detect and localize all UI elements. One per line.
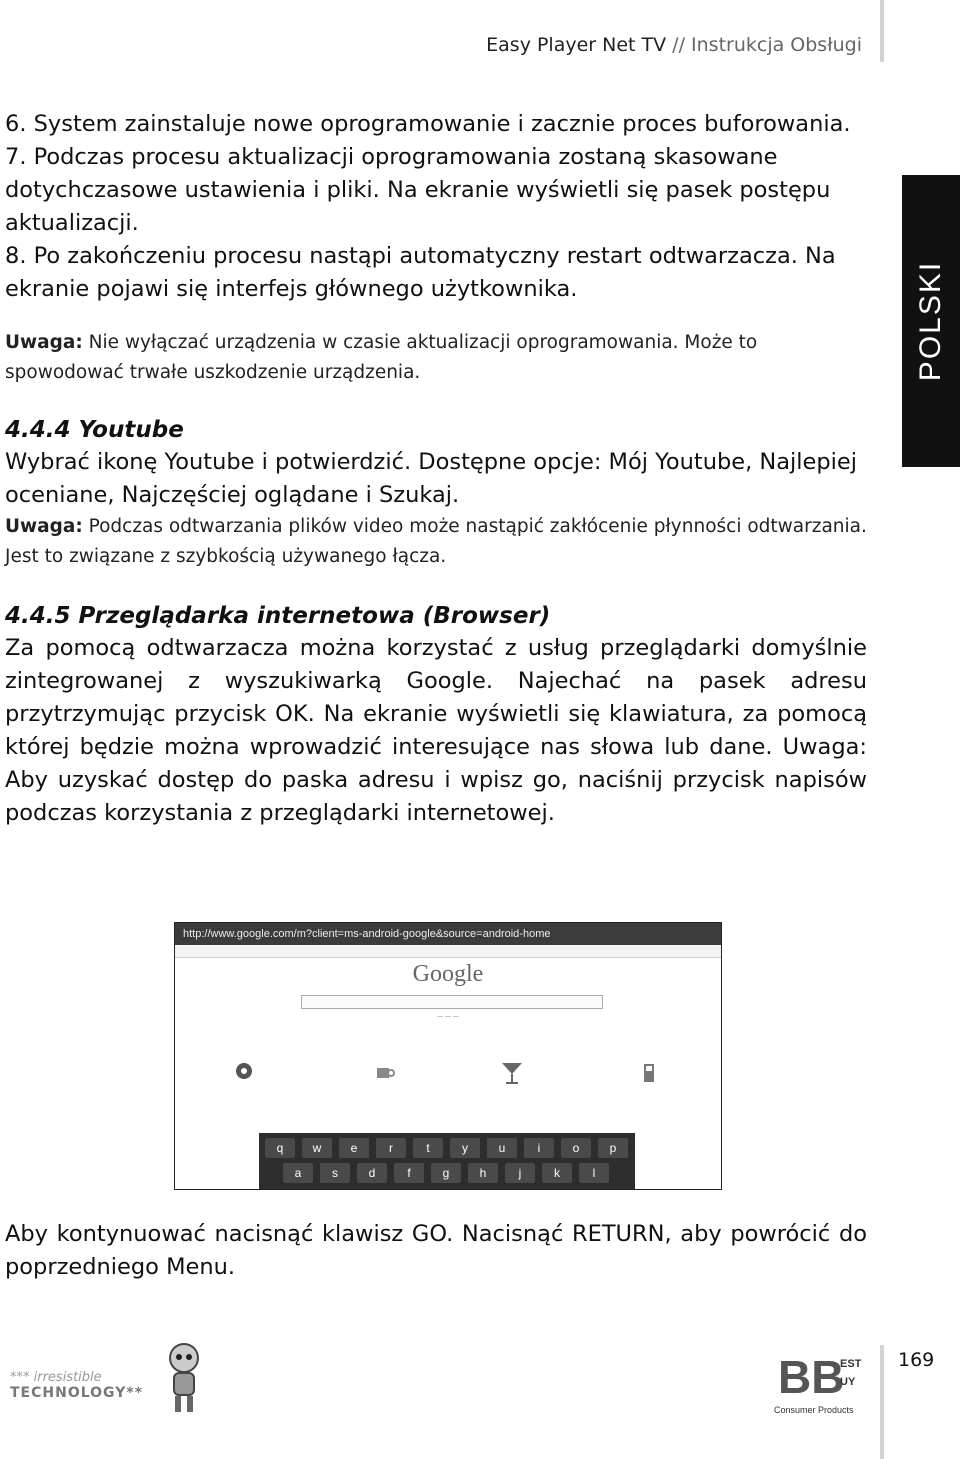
svg-text:UY: UY	[840, 1376, 856, 1388]
map-pin-icon	[231, 1060, 257, 1086]
keyboard-key: a	[283, 1163, 313, 1183]
keyboard-key: t	[413, 1138, 443, 1158]
closing-paragraph	[5, 1218, 867, 1284]
keyboard-key: s	[320, 1163, 350, 1183]
youtube-text: Wybrać ikonę Youtube i potwierdzić. Dostępne opcje: Mój Youtube, Najlepiej oceniane, Najczęściej oglądane i Szukaj.	[5, 449, 858, 508]
keyboard-key: y	[450, 1138, 480, 1158]
keyboard-key: i	[524, 1138, 554, 1158]
best-buy-tagline: Consumer Products	[774, 1405, 854, 1415]
coffee-icon	[371, 1060, 397, 1086]
step-6: 6. System zainstaluje nowe oprogramowanie i zacznie proces buforowania.	[5, 111, 851, 137]
keyboard-key: p	[598, 1138, 628, 1158]
keyboard-key: w	[302, 1138, 332, 1158]
browser-screenshot	[174, 922, 722, 1190]
keyboard-key: g	[431, 1163, 461, 1183]
best-buy-logo	[774, 1345, 870, 1415]
bottom-vertical-rule	[880, 1345, 884, 1459]
url-bar: http://www.google.com/m?client=ms-android-google&source=android-home	[175, 923, 721, 945]
main-content	[5, 108, 867, 830]
step-8: 8. Po zakończeniu procesu nastąpi automatyczny restart odtwarzacza. Na ekranie pojawi się interfejs głównego użytkownika.	[5, 243, 836, 302]
cocktail-icon	[499, 1060, 525, 1086]
irresistible-technology-logo	[10, 1370, 160, 1401]
youtube-note-text: Podczas odtwarzania plików video może nastąpić zakłócenie płynności odtwarzania. Jest to związane z szybkością używanego łącza.	[5, 516, 867, 567]
search-hint-line: — — —	[437, 1013, 459, 1020]
browser-text: Za pomocą odtwarzacza można korzystać z usług przeglądarki domyślnie zintegrowanej z wyszukiwarką Google. Najechać na pasek adresu przytrzymując przycisk OK. Na ekranie wyświetli się klawiatura, za pomocą której będzie można wprowadzić interesujące nas słowa lub dane. Uwaga: Aby uzyskać dostęp do paska adresu i wpisz go, naciśnij przycisk napisów podczas korzystania z przeglądarki internetowej.	[5, 635, 867, 826]
gas-station-icon	[637, 1060, 663, 1086]
keyboard-key: h	[468, 1163, 498, 1183]
keyboard-key: e	[339, 1138, 369, 1158]
keyboard-key: j	[505, 1163, 535, 1183]
page-header	[486, 34, 862, 56]
keyboard-key: q	[265, 1138, 295, 1158]
svg-text:BB: BB	[778, 1351, 845, 1403]
step-7: 7. Podczas procesu aktualizacji oprogramowania zostaną skasowane dotychczasowe ustawienia i pliki. Na ekranie wyświetli się pasek postępu aktualizacji.	[5, 144, 831, 236]
header-subtitle: Instrukcja Obsługi	[691, 34, 862, 56]
youtube-heading: 4.4.4 Youtube	[5, 417, 184, 443]
google-search-box	[301, 995, 603, 1009]
keyboard-key: k	[542, 1163, 572, 1183]
keyboard-key: o	[561, 1138, 591, 1158]
browser-toolbar	[175, 945, 721, 958]
browser-heading: 4.4.5 Przeglądarka internetowa (Browser)	[5, 603, 551, 629]
top-vertical-rule	[880, 0, 884, 62]
youtube-note	[5, 512, 867, 572]
logo-line-2: TECHNOLOGY**	[10, 1385, 144, 1401]
google-logo: Google	[412, 961, 484, 987]
language-tab	[902, 175, 960, 467]
robot-mascot-image	[160, 1342, 208, 1416]
header-separator: //	[666, 34, 692, 56]
closing-text: Aby kontynuować nacisnąć klawisz GO. Nacisnąć RETURN, aby powrócić do poprzedniego Menu.	[5, 1221, 867, 1280]
keyboard-key: f	[394, 1163, 424, 1183]
update-warning	[5, 328, 867, 388]
logo-line-1: *** irresistible	[10, 1370, 102, 1385]
keyboard-key: d	[357, 1163, 387, 1183]
keyboard-key: u	[487, 1138, 517, 1158]
keyboard-key: r	[376, 1138, 406, 1158]
onscreen-keyboard	[259, 1133, 635, 1189]
update-warning-label: Uwaga:	[5, 332, 83, 353]
update-warning-text: Nie wyłączać urządzenia w czasie aktualizacji oprogramowania. Może to spowodować trwałe uszkodzenie urządzenia.	[5, 332, 758, 383]
header-title: Easy Player Net TV	[486, 34, 667, 56]
svg-text:EST: EST	[840, 1358, 862, 1370]
page-number: 169	[898, 1349, 935, 1371]
youtube-note-label: Uwaga:	[5, 516, 83, 537]
language-tab-label: POLSKI	[914, 260, 947, 382]
keyboard-key: l	[579, 1163, 609, 1183]
